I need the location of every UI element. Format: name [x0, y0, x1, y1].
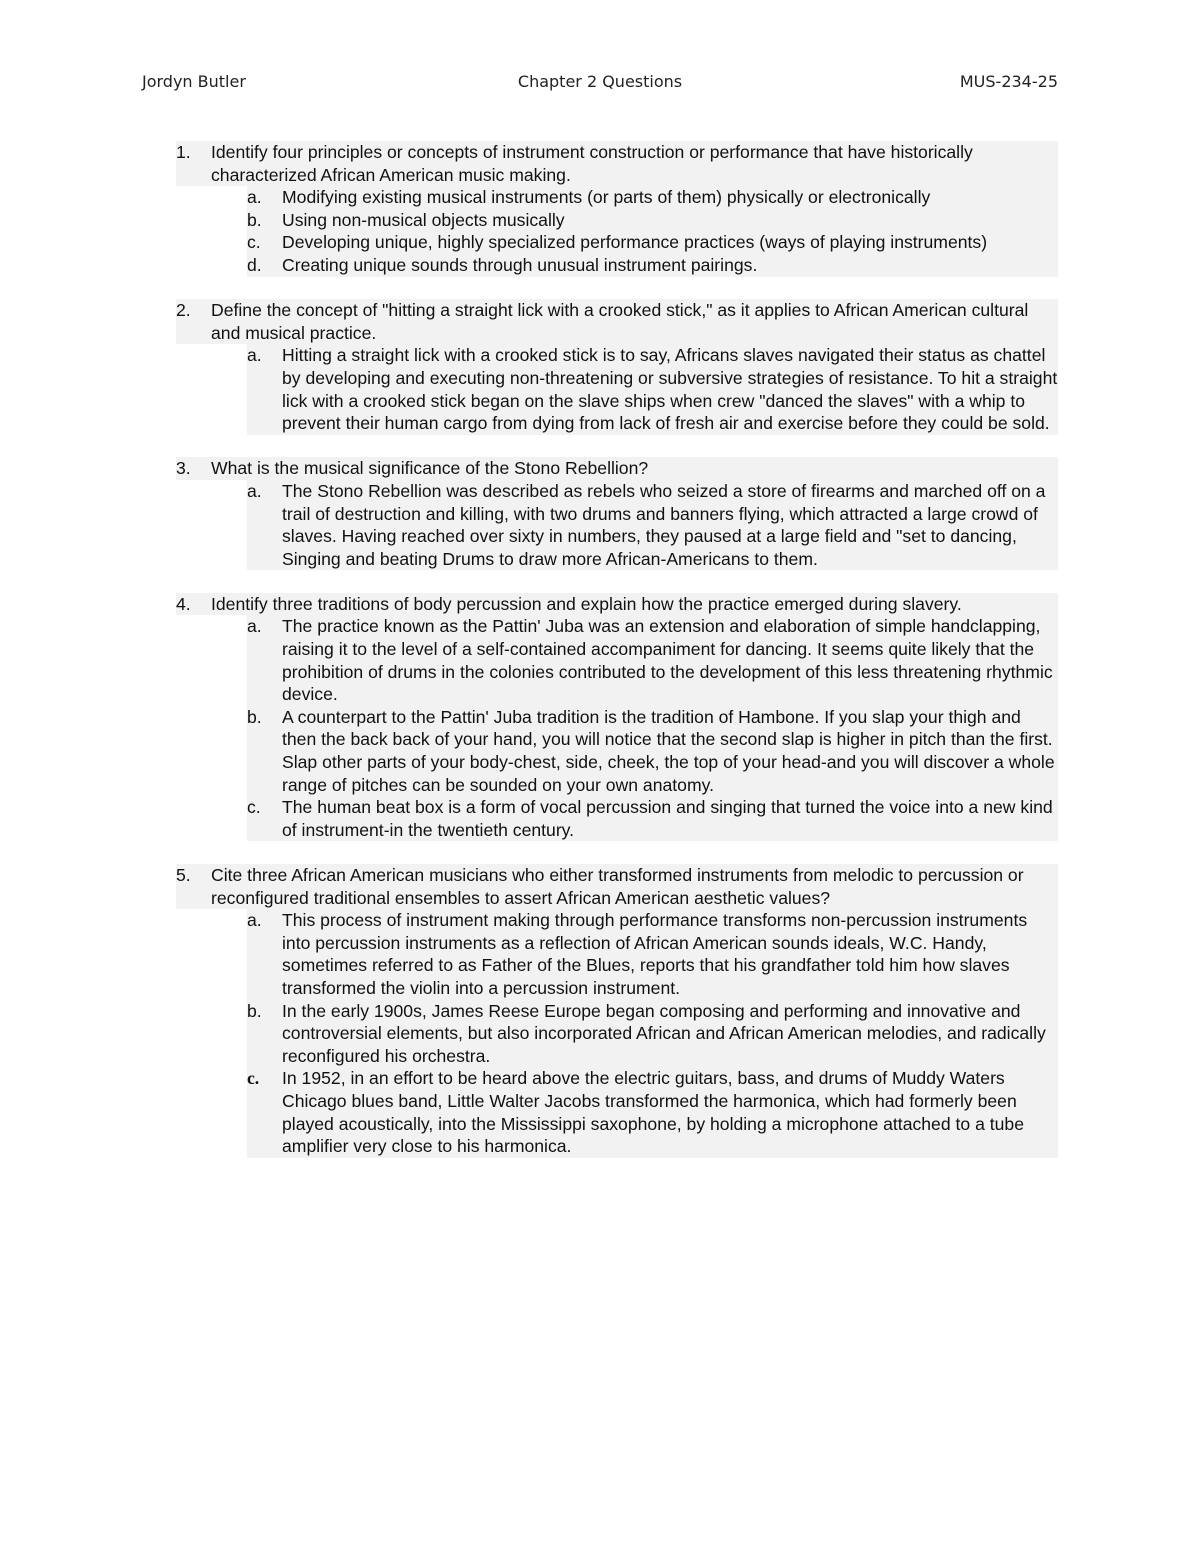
answer-item [247, 209, 1058, 232]
question-item [176, 457, 1058, 570]
questions-list [176, 141, 1058, 1158]
answer-item [247, 1000, 1058, 1068]
answer-item [247, 909, 1058, 999]
question-item [176, 593, 1058, 842]
answer-text: Using non-musical objects musically [282, 209, 565, 230]
question-text: Define the concept of "hitting a straight lick with a crooked stick," as it applies to African American cultural and musical practice. [176, 299, 1058, 344]
answer-item [247, 344, 1058, 434]
question-item [176, 299, 1058, 435]
answer-item [247, 186, 1058, 209]
document-title: Chapter 2 Questions [517, 72, 683, 91]
answer-letter: c. [247, 797, 261, 818]
answer-list [247, 344, 1058, 434]
answer-item [247, 706, 1058, 796]
answer-text: In the early 1900s, James Reese Europe began composing and performing and innovative and controversial elements, but also incorporated African and African American melodies, and radically reconfigured his orchestra. [282, 1000, 1046, 1066]
answer-text: Hitting a straight lick with a crooked stick is to say, Africans slaves navigated their status as chattel by developing and executing non-threatening or subversive strategies of resistance. To hit a straight lick with a crooked stick began on the slave ships when crew "danced the slaves" with a whip to prevent their human cargo from dying from lack of fresh air and exercise before they could be sold. [282, 345, 1058, 434]
answer-letter: a. [247, 616, 262, 637]
answer-list [247, 909, 1058, 1158]
answer-letter: b. [247, 706, 262, 727]
answer-letter: b. [247, 209, 262, 230]
answer-letter: c. [247, 232, 261, 253]
answer-text: In 1952, in an effort to be heard above the electric guitars, bass, and drums of Muddy Waters Chicago blues band, Little Walter Jacobs transformed the harmonica, which had formerly been played acoustically, into the Mississippi saxophone, by holding a microphone attached to a tube amplifier very close to his harmonica. [282, 1068, 1024, 1157]
answer-item [247, 480, 1058, 570]
answer-text: Creating unique sounds through unusual instrument pairings. [282, 254, 758, 275]
question-number: 4. [176, 593, 191, 614]
answer-letter: a. [247, 187, 262, 208]
question-number: 3. [176, 458, 191, 479]
question-text: Cite three African American musicians who either transformed instruments from melodic to percussion or reconfigured traditional ensembles to assert African American aesthetic values? [176, 864, 1058, 909]
answer-item [247, 231, 1058, 254]
question-item [176, 864, 1058, 1158]
answer-letter: d. [247, 254, 262, 275]
answer-letter: a. [247, 910, 262, 931]
student-name: Jordyn Butler [142, 72, 246, 91]
question-item [176, 141, 1058, 277]
question-number: 1. [176, 142, 191, 162]
answer-text: Developing unique, highly specialized performance practices (ways of playing instruments) [282, 232, 988, 253]
answer-text: The human beat box is a form of vocal percussion and singing that turned the voice into a new kind of instrument-in the twentieth century. [282, 797, 1053, 840]
answer-letter: a. [247, 480, 262, 501]
question-text: Identify three traditions of body percussion and explain how the practice emerged during slavery. [176, 593, 1058, 616]
answer-text: A counterpart to the Pattin' Juba tradition is the tradition of Hambone. If you slap your thigh and then the back back of your hand, you will notice that the second slap is higher in pitch than the first. Slap other parts of your body-chest, side, cheek, the top of your head-and you will discover a whole range of pitches can be sounded on your own anatomy. [282, 706, 1055, 795]
answer-item [247, 1067, 1058, 1157]
answer-list [247, 480, 1058, 570]
answer-list [247, 615, 1058, 841]
answer-item [247, 615, 1058, 705]
course-code: MUS-234-25 [959, 72, 1058, 91]
answer-text: The practice known as the Pattin' Juba was an extension and elaboration of simple handclapping, raising it to the level of a self-contained accompaniment for dancing. It seems quite likely that the prohibition of drums in the colonies contributed to the development of this less threatening rhythmic device. [282, 616, 1053, 705]
answer-text: This process of instrument making through performance transforms non-percussion instruments into percussion instruments as a reflection of African American sounds ideals, W.C. Handy, sometimes referred to as Father of the Blues, reports that his grandfather told him how slaves transformed the violin into a percussion instrument. [282, 910, 1028, 998]
question-text: Identify four principles or concepts of instrument construction or performance that have historically characterized African American music making. [176, 141, 1058, 186]
question-number: 2. [176, 300, 191, 321]
page-header [142, 72, 1058, 98]
question-number: 5. [176, 865, 191, 885]
answer-letter: b. [247, 1000, 262, 1021]
question-text: What is the musical significance of the Stono Rebellion? [176, 457, 1058, 480]
answer-text: The Stono Rebellion was described as rebels who seized a store of firearms and marched off on a trail of destruction and killing, with two drums and banners flying, which attracted a large crowd of slaves. Having reached over sixty in numbers, they paused at a large field and "set to dancing, Singing and beating Drums to draw more African-Americans to them. [282, 480, 1046, 569]
answer-letter: a. [247, 345, 262, 366]
answer-letter: c. [247, 1068, 260, 1089]
answer-item [247, 796, 1058, 841]
answer-list [247, 186, 1058, 276]
answer-text: Modifying existing musical instruments (or parts of them) physically or electronically [282, 187, 931, 208]
answer-item [247, 254, 1058, 277]
